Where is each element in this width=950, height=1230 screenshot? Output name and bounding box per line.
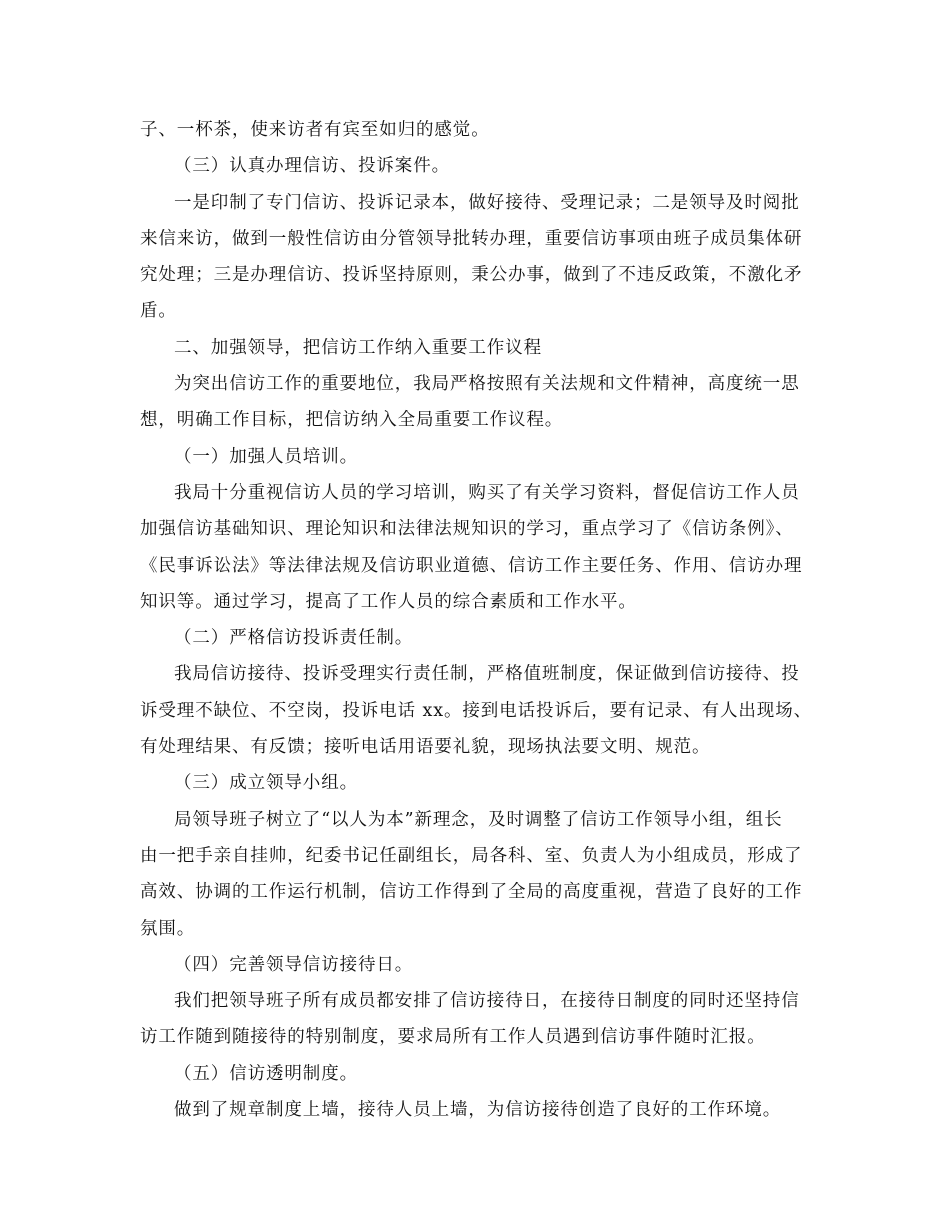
- text-line: 我们把领导班子所有成员都安排了信访接待日，在接待日制度的同时还坚持信: [174, 991, 800, 1012]
- text-line: 高效、协调的工作运行机制，信访工作得到了全局的高度重视，营造了良好的工作: [140, 882, 803, 903]
- text-line: 盾。: [140, 301, 177, 322]
- text-line: 加强信访基础知识、理论知识和法律法规知识的学习，重点学习了《信访条例》、: [140, 519, 794, 540]
- section-heading: （三）认真办理信访、投诉案件。: [174, 156, 450, 177]
- text-line: 我局十分重视信访人员的学习培训，购买了有关学习资料，督促信访工作人员: [174, 482, 800, 503]
- text-line: 做到了规章制度上墙，接待人员上墙，为信访接待创造了良好的工作环境。: [174, 1100, 782, 1121]
- section-heading: （一）加强人员培训。: [174, 446, 358, 467]
- text-line: 来信来访，做到一般性信访由分管领导批转办理，重要信访事项由班子成员集体研: [140, 228, 803, 249]
- section-heading: （五）信访透明制度。: [174, 1063, 358, 1084]
- text-line: 我局信访接待、投诉受理实行责任制，严格值班制度，保证做到信访接待、投: [174, 664, 800, 685]
- text-line: 子、一杯茶，使来访者有宾至如归的感觉。: [140, 120, 490, 140]
- text-line: 氛围。: [140, 918, 196, 939]
- text-line: 有处理结果、有反馈；接听电话用语要礼貌，现场执法要文明、规范。: [140, 737, 711, 758]
- text-line: 想，明确工作目标，把信访纳入全局重要工作议程。: [140, 410, 564, 431]
- text-line: 知识等。通过学习，提高了工作人员的综合素质和工作水平。: [140, 591, 637, 612]
- section-heading: （三）成立领导小组。: [174, 773, 358, 794]
- text-line: 一是印制了专门信访、投诉记录本，做好接待、受理记录；二是领导及时阅批: [174, 192, 800, 213]
- text-line: 由一把手亲自挂帅，纪委书记任副组长，局各科、室、负责人为小组成员，形成了: [140, 845, 803, 866]
- section-heading: 二、加强领导，把信访工作纳入重要工作议程: [174, 337, 542, 358]
- text-line: 诉受理不缺位、不空岗，投诉电话 xx。接到电话投诉后，要有记录、有人出现场、: [140, 700, 812, 721]
- section-heading: （四）完善领导信访接待日。: [174, 954, 414, 975]
- text-line: 《民事诉讼法》等法律法规及信访职业道德、信访工作主要任务、作用、信访办理: [140, 555, 803, 576]
- text-line: 为突出信访工作的重要地位，我局严格按照有关法规和文件精神，高度统一思: [174, 374, 800, 395]
- section-heading: （二）严格信访投诉责任制。: [174, 628, 414, 649]
- text-line: 局领导班子树立了“以人为本”新理念，及时调整了信访工作领导小组，组长: [174, 809, 783, 830]
- text-line: 访工作随到随接待的特别制度，要求局所有工作人员遇到信访事件随时汇报。: [140, 1027, 766, 1048]
- document-body: [140, 112, 830, 1128]
- text-line: 究处理；三是办理信访、投诉坚持原则，秉公办事，做到了不违反政策，不激化矛: [140, 265, 803, 286]
